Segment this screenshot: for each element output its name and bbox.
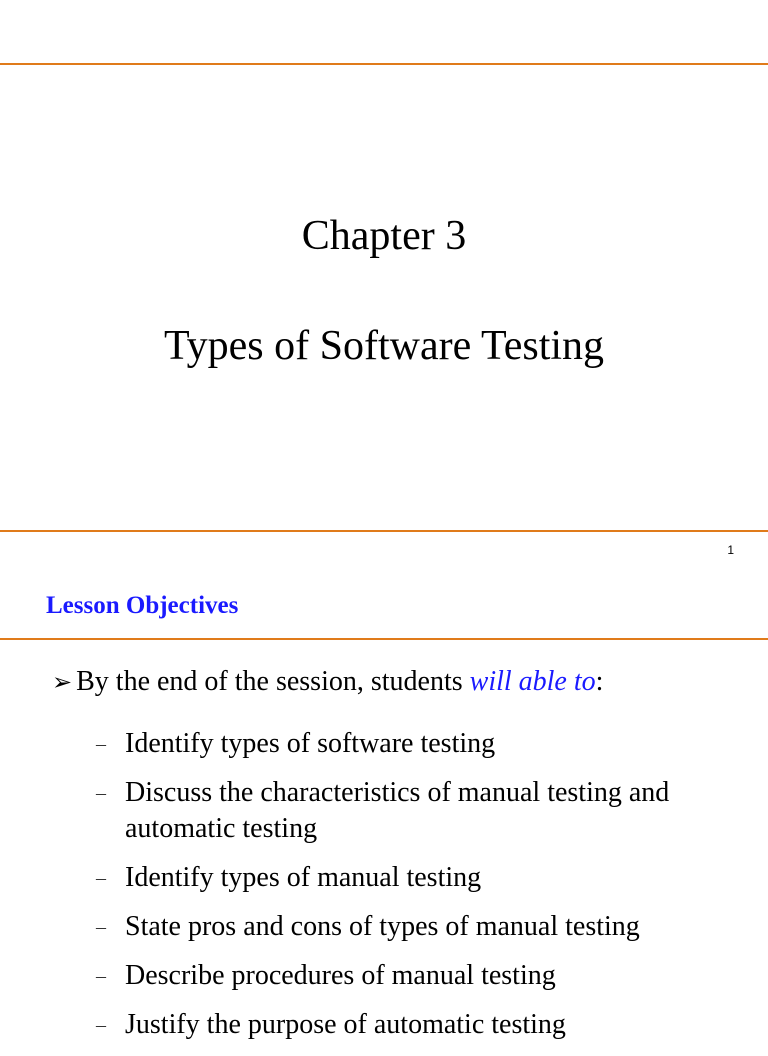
objective-item xyxy=(96,726,746,762)
dash-bullet-icon: – xyxy=(96,965,106,987)
top-divider xyxy=(0,63,768,65)
objective-text: State pros and cons of types of manual testing xyxy=(125,911,640,942)
objective-item xyxy=(96,1007,746,1043)
objective-text: Discuss the characteristics of manual testing and automatic testing xyxy=(125,777,670,844)
objective-item xyxy=(96,775,746,847)
objective-text: Justify the purpose of automatic testing xyxy=(125,1009,566,1040)
intro-line xyxy=(52,664,603,700)
objective-item xyxy=(96,958,746,994)
objectives-heading: Lesson Objectives xyxy=(46,592,239,619)
dash-bullet-icon: – xyxy=(96,867,106,889)
arrow-bullet-icon: ➢ xyxy=(52,668,73,696)
page-number: 1 xyxy=(727,543,734,557)
objective-item xyxy=(96,909,746,945)
dash-bullet-icon: – xyxy=(96,782,106,804)
heading-divider xyxy=(0,638,768,640)
slide-divider xyxy=(0,530,768,532)
intro-colon: : xyxy=(595,666,604,697)
dash-bullet-icon: – xyxy=(96,1014,106,1036)
slide-title: Types of Software Testing xyxy=(163,323,605,369)
objective-text: Identify types of manual testing xyxy=(125,862,482,893)
objective-item xyxy=(96,860,746,896)
dash-bullet-icon: – xyxy=(96,916,106,938)
intro-text: By the end of the session, students xyxy=(76,666,470,697)
objective-text: Identify types of software testing xyxy=(125,728,496,759)
objectives-list xyxy=(96,726,746,1056)
dash-bullet-icon: – xyxy=(96,733,106,755)
objective-text: Describe procedures of manual testing xyxy=(125,960,556,991)
intro-emphasis: will able to xyxy=(469,666,596,697)
chapter-title: Chapter 3 xyxy=(301,213,467,259)
